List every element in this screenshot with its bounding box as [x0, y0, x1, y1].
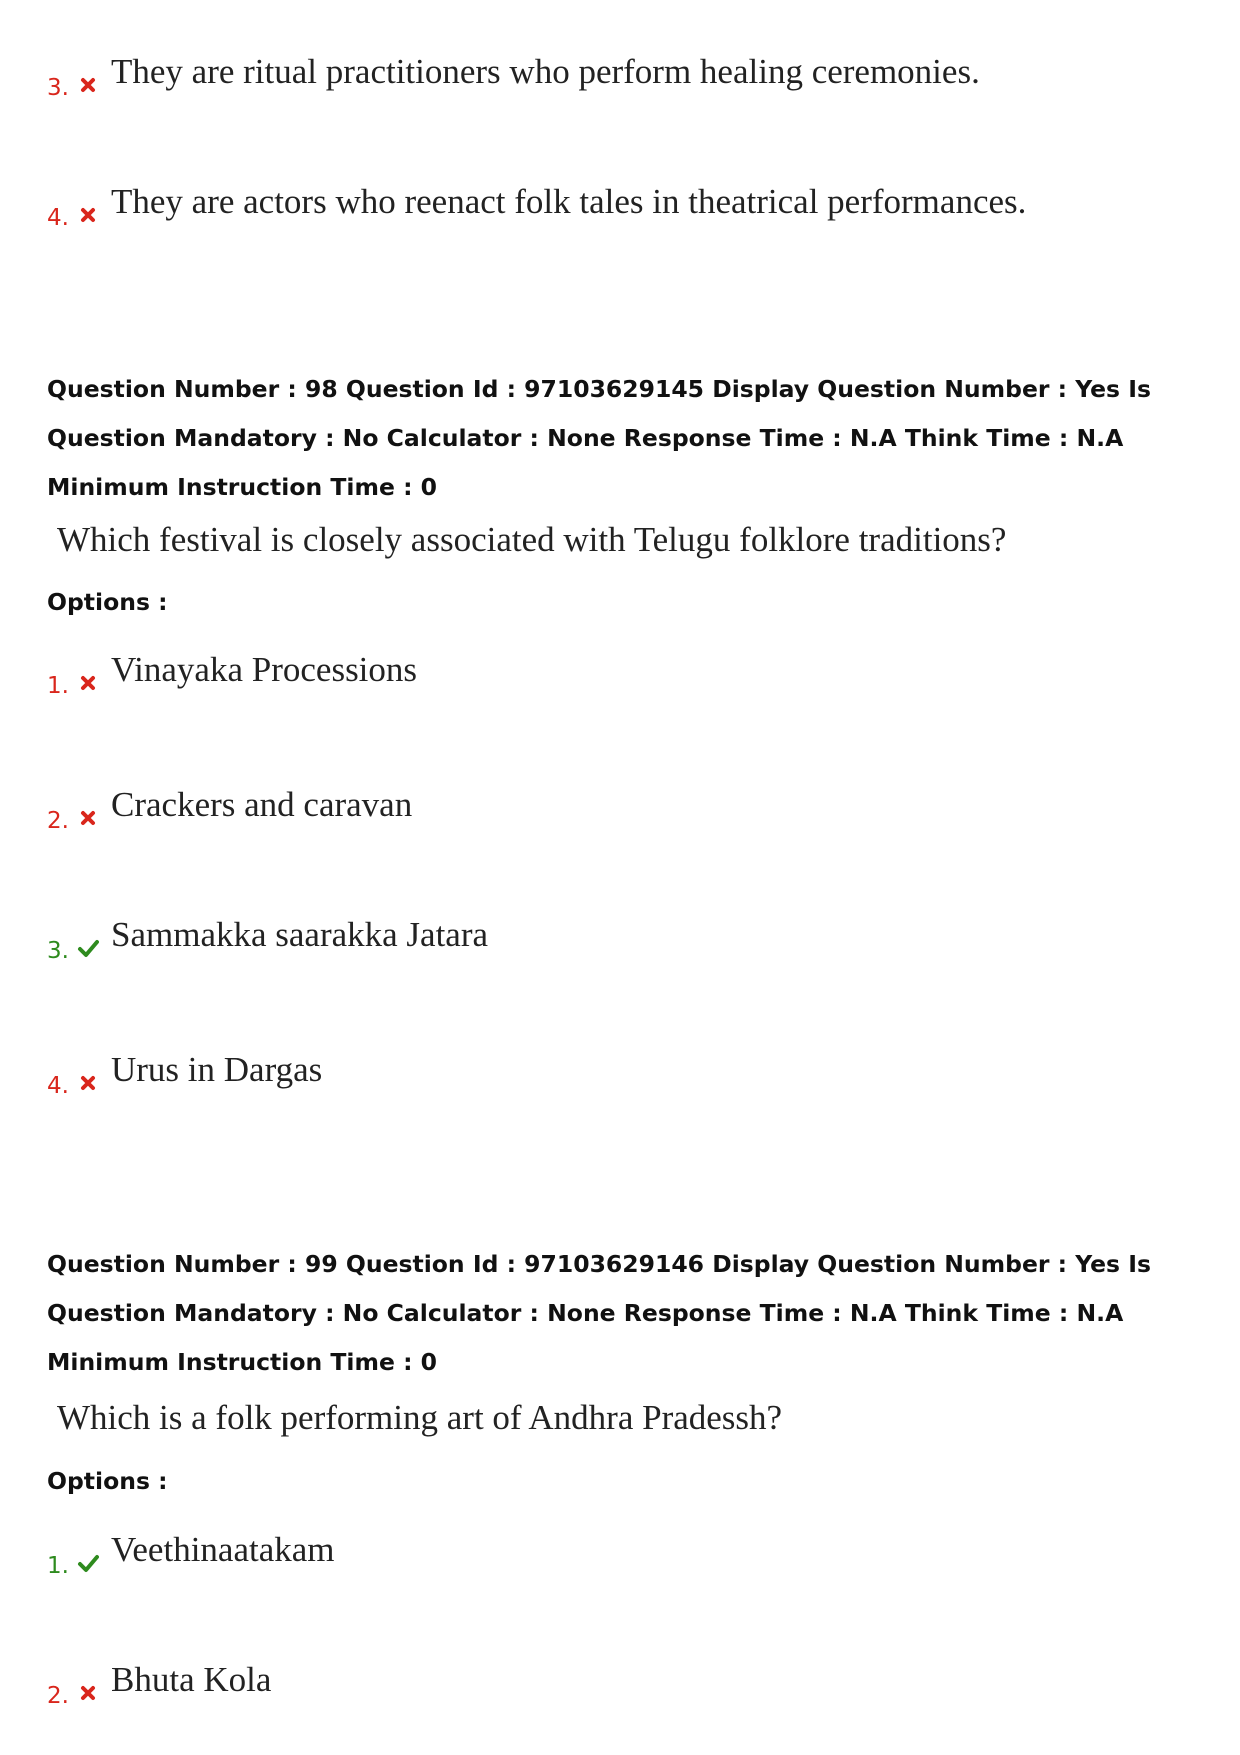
question-meta: Question Number : 99 Question Id : 97103629146 Display Question Number : Yes Is Question Mandatory : No Calculator : None Response Time : N.A Think Time : N.A Minimum Instruction Time : 0 [47, 1250, 1151, 1376]
check-icon [77, 937, 99, 959]
option-text: Vinayaka Processions [111, 650, 418, 689]
option-number: 1. [47, 1553, 69, 1579]
options-label: Options : [47, 1467, 168, 1495]
cross-icon [77, 672, 99, 694]
cross-icon [77, 74, 99, 96]
option-text: Veethinaatakam [111, 1530, 335, 1569]
option-number: 4. [47, 205, 69, 231]
option-item [47, 650, 1197, 698]
option-number: 3. [47, 938, 69, 964]
option-item [47, 182, 1197, 230]
option-item [47, 915, 1197, 963]
option-item [47, 1660, 1197, 1708]
option-number: 2. [47, 1683, 69, 1709]
check-icon [77, 1552, 99, 1574]
option-number: 1. [47, 673, 69, 699]
option-number: 2. [47, 808, 69, 834]
option-item [47, 785, 1197, 833]
cross-icon [77, 1682, 99, 1704]
option-item [47, 1530, 1197, 1578]
option-number: 3. [47, 75, 69, 101]
option-text: They are actors who reenact folk tales in theatrical performances. [111, 182, 1027, 221]
cross-icon [77, 204, 99, 226]
option-text: Bhuta Kola [111, 1660, 272, 1699]
option-item [47, 52, 1197, 100]
option-text: Crackers and caravan [111, 785, 413, 824]
question-text: Which festival is closely associated with Telugu folklore traditions? [57, 520, 1007, 559]
question-text: Which is a folk performing art of Andhra Pradessh? [57, 1398, 783, 1437]
question-meta: Question Number : 98 Question Id : 97103629145 Display Question Number : Yes Is Question Mandatory : No Calculator : None Response Time : N.A Think Time : N.A Minimum Instruction Time : 0 [47, 375, 1151, 501]
option-text: They are ritual practitioners who perform healing ceremonies. [111, 52, 980, 91]
options-label: Options : [47, 588, 168, 616]
option-text: Sammakka saarakka Jatara [111, 915, 489, 954]
option-number: 4. [47, 1073, 69, 1099]
cross-icon [77, 807, 99, 829]
option-item [47, 1050, 1197, 1098]
cross-icon [77, 1072, 99, 1094]
option-text: Urus in Dargas [111, 1050, 323, 1089]
